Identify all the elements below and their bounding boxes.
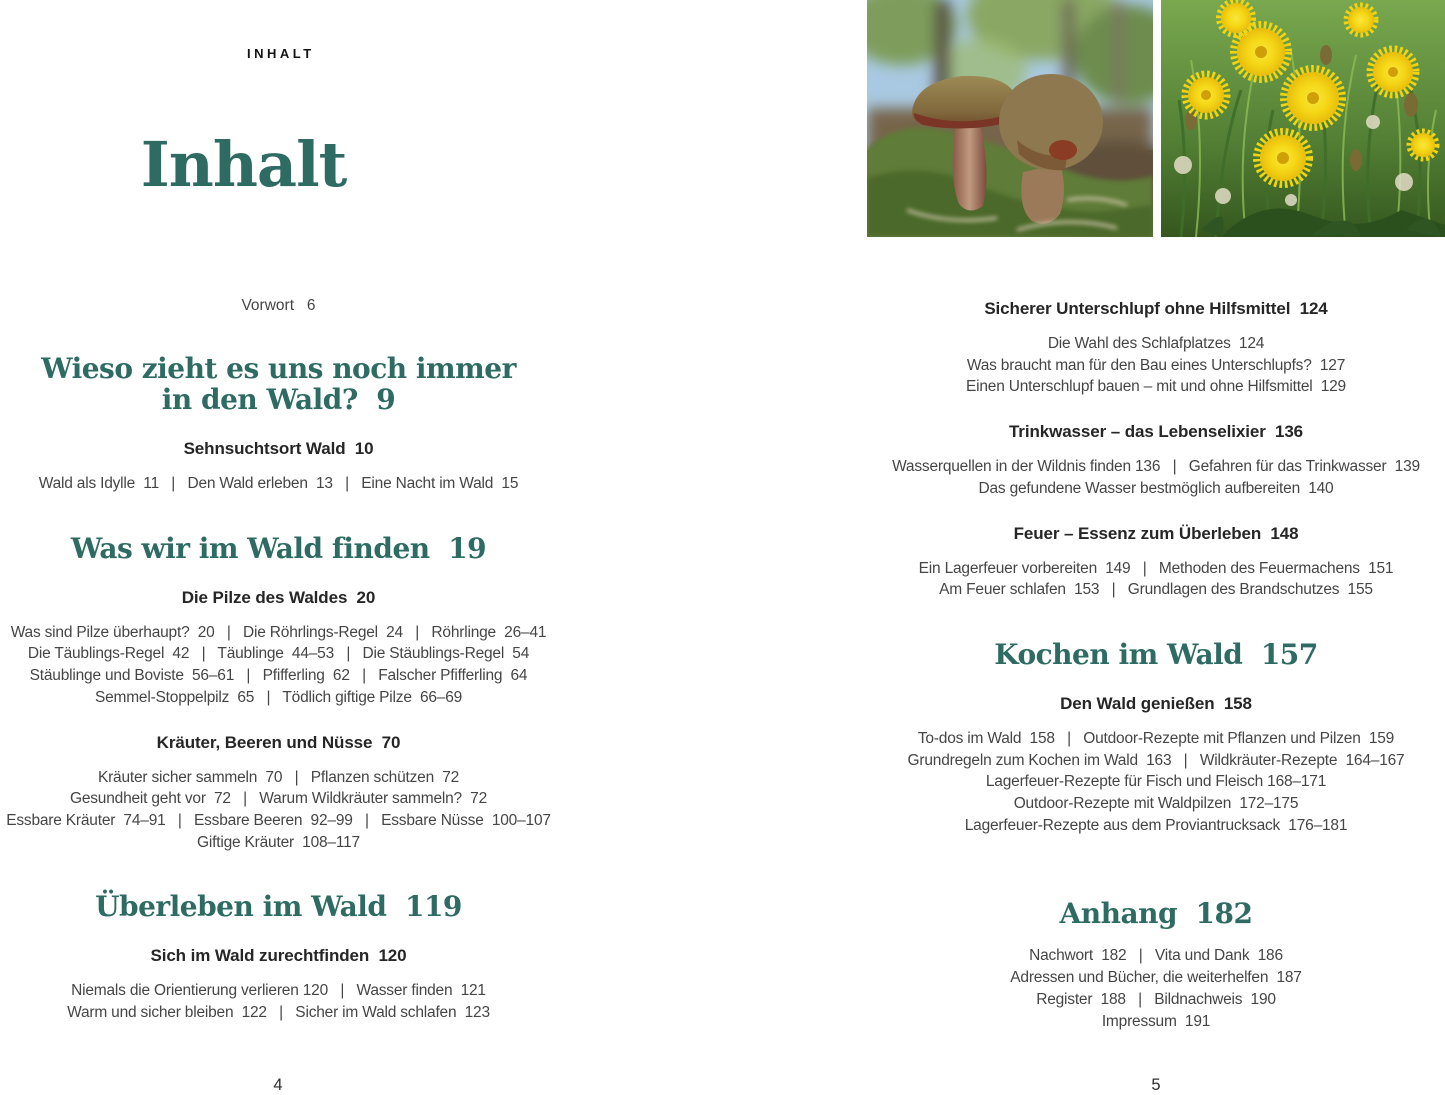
chapter-heading: [870, 898, 1442, 929]
toc-entry-line: Wasserquellen in der Wildnis finden 136 | Gefahren für das Trinkwasser 139: [892, 458, 1420, 476]
toc-entry-line: Gesundheit geht vor 72 | Warum Wildkräuter sammeln? 72: [69, 790, 488, 808]
chapter-heading-line: Wieso zieht es uns noch immer: [41, 352, 516, 385]
toc-entry-line: Stäublinge und Boviste 56–61 | Pfifferling 62 | Falscher Pfifferling 64: [29, 667, 528, 685]
toc-entry-line: Adressen und Bücher, die weiterhelfen 187: [1010, 969, 1302, 987]
toc-entry-line: Niemals die Orientierung verlieren 120 | Wasser finden 121: [71, 982, 486, 1000]
page-number-right: 5: [1151, 1076, 1161, 1094]
page-title: Inhalt: [140, 128, 347, 201]
toc-entry-line: Was sind Pilze überhaupt? 20 | Die Röhrlings-Regel 24 | Röhrlinge 26–41: [10, 623, 547, 641]
chapter-heading-line: Überleben im Wald 119: [95, 890, 462, 924]
section-subhead: Trinkwasser – das Lebenselixier 136: [1008, 422, 1304, 442]
toc-entry-line: Das gefundene Wasser bestmöglich aufbereiten 140: [978, 479, 1334, 497]
toc-entry-line: Ein Lagerfeuer vorbereiten 149 | Methoden des Feuermachens 151: [918, 559, 1394, 577]
chapter-heading: [0, 533, 557, 564]
toc-entry-line: Nachwort 182 | Vita und Dank 186: [1029, 947, 1283, 965]
toc-entry-line: Register 188 | Bildnachweis 190: [1036, 990, 1276, 1008]
chapter-heading: [870, 639, 1442, 670]
toc-entry-line: To-dos im Wald 158 | Outdoor-Rezepte mit Pflanzen und Pilzen 159: [917, 729, 1395, 747]
chapter-heading-line: Anhang 182: [1059, 897, 1253, 931]
section-subhead: Kräuter, Beeren und Nüsse 70: [156, 732, 401, 752]
toc-entry-line: Giftige Kräuter 108–117: [197, 833, 360, 851]
toc-entry-line: Semmel-Stoppelpilz 65 | Tödlich giftige Pilze 66–69: [94, 688, 463, 706]
section-subhead: Sicherer Unterschlupf ohne Hilfsmittel 124: [984, 299, 1328, 318]
toc-entry-line: Einen Unterschlupf bauen – mit und ohne Hilfsmittel 129: [966, 378, 1346, 396]
toc-entry-line: Impressum 191: [1101, 1012, 1211, 1030]
section-subhead: Sehnsuchtsort Wald 10: [183, 439, 374, 458]
toc-entry-line: Wald als Idylle 11 | Den Wald erleben 13 | Eine Nacht im Wald 15: [38, 475, 519, 492]
toc-right-column: [870, 0, 1442, 1032]
preface-line: Vorwort 6: [241, 297, 316, 314]
toc-entry-line: Kräuter sicher sammeln 70 | Pflanzen schützen 72: [97, 768, 460, 786]
section-subhead: Sich im Wald zurechtfinden 120: [150, 946, 407, 966]
toc-entry-line: Die Täublings-Regel 42 | Täublinge 44–53 | Die Stäublings-Regel 54: [27, 645, 530, 663]
chapter-heading: [0, 353, 557, 415]
chapter-heading-line: Kochen im Wald 157: [994, 637, 1318, 671]
chapter-heading: [0, 891, 557, 922]
toc-entry-line: Outdoor-Rezepte mit Waldpilzen 172–175: [1013, 795, 1299, 813]
section-subhead: Den Wald genießen 158: [1060, 693, 1252, 713]
chapter-heading-line: Was wir im Wald finden 19: [70, 531, 487, 565]
toc-entry-line: Warm und sicher bleiben 122 | Sicher im Wald schlafen 123: [67, 1004, 490, 1022]
toc-entry-line: Am Feuer schlafen 153 | Grundlagen des Brandschutzes 155: [939, 581, 1373, 599]
section-subhead: Feuer – Essenz zum Überleben 148: [1013, 523, 1299, 543]
toc-entry-line: Die Wahl des Schlafplatzes 124: [1047, 335, 1265, 352]
toc-entry-line: Lagerfeuer-Rezepte aus dem Proviantrucksack 176–181: [964, 816, 1348, 834]
chapter-heading-line: in den Wald? 9: [161, 383, 396, 416]
running-head: INHALT: [247, 46, 315, 61]
page-number-left: 4: [273, 1076, 283, 1094]
toc-entry-line: Grundregeln zum Kochen im Wald 163 | Wildkräuter-Rezepte 164–167: [907, 751, 1405, 769]
toc-entry-line: Was braucht man für den Bau eines Unterschlupfs? 127: [966, 356, 1346, 374]
section-subhead: Die Pilze des Waldes 20: [181, 587, 376, 607]
toc-entry-line: Lagerfeuer-Rezepte für Fisch und Fleisch 168–171: [985, 773, 1327, 791]
toc-entry-line: Essbare Kräuter 74–91 | Essbare Beeren 92–99 | Essbare Nüsse 100–107: [6, 811, 551, 829]
toc-left-column: [0, 0, 557, 1024]
